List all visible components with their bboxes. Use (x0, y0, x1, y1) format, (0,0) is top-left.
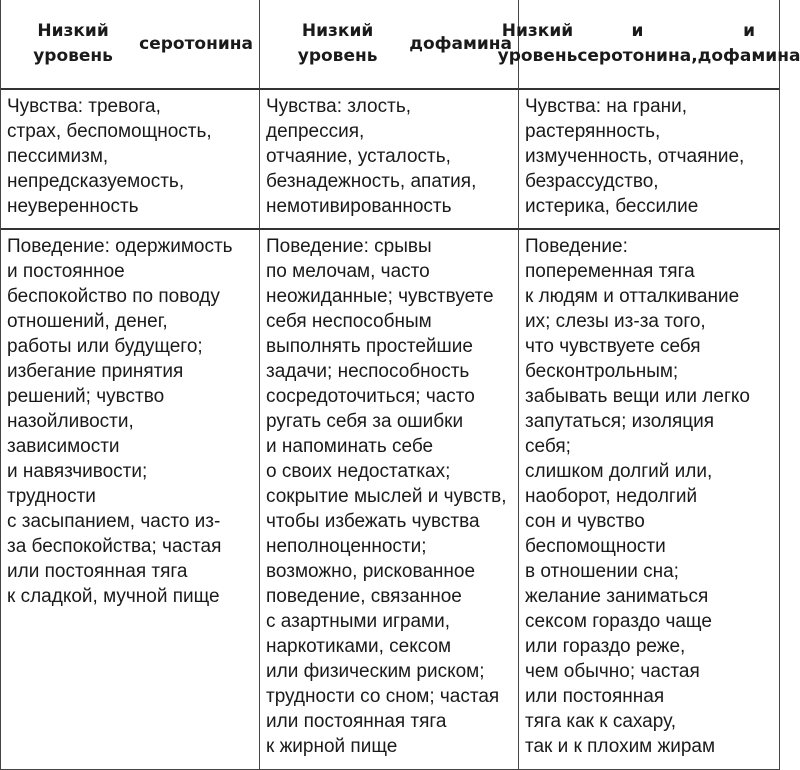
behavior-line: желание заниматься (525, 586, 709, 607)
behavior-line: их; слезы из-за того, (525, 311, 706, 332)
behavior-line: слишком долгий или, (525, 461, 713, 482)
headers-line: Низкий уровень (297, 21, 378, 66)
behavior-both (519, 230, 779, 770)
behavior-line: за беспокойства; частая (7, 536, 222, 557)
feelings-line: Чувства: тревога, (7, 96, 161, 117)
behavior-line: поведение, связанное (266, 586, 462, 607)
behavior-line: или постоянная тяга (7, 561, 188, 582)
feelings-line: немотивированность (266, 196, 452, 217)
feelings-line: Чувства: на грани, (525, 96, 688, 117)
behavior-line: наоборот, недолгий (525, 486, 698, 507)
behavior-serotonin (1, 230, 260, 770)
behavior-line: по мелочам, часто (266, 261, 430, 282)
headers-line: Низкий уровень (497, 21, 578, 66)
behavior-line: сосредоточиться; часто (266, 386, 475, 407)
feelings-line: отчаяние, усталость, (266, 146, 451, 167)
feelings-serotonin (1, 90, 260, 230)
behavior-line: отношений, денег, (7, 311, 168, 332)
behavior-line: решений; чувство (7, 386, 165, 407)
behavior-line: зависимости (7, 436, 120, 457)
behavior-line: ругать себя за ошибки (266, 411, 464, 432)
behavior-line: бесконтрольным; (525, 361, 679, 382)
behavior-line: так и к плохим жирам (525, 736, 716, 757)
behavior-line: Поведение: (525, 236, 628, 257)
behavior-line: к сладкой, мучной пище (7, 586, 220, 607)
behavior-line: работы или будущего; (7, 336, 203, 357)
behavior-line: или постоянная (525, 686, 665, 707)
header-dopamine (260, 0, 519, 90)
header-serotonin (1, 0, 260, 90)
behavior-line: неожиданные; чувствуете (266, 286, 494, 307)
feelings-dopamine (260, 90, 519, 230)
behavior-line: и напоминать себе (266, 436, 434, 457)
behavior-line: сон и чувство (525, 511, 645, 532)
headers-line: серотонина (139, 33, 253, 54)
behavior-line: забывать вещи или легко (525, 386, 750, 407)
feelings-line: растерянность, (525, 121, 661, 142)
behavior-line: в отношении сна; (525, 561, 679, 582)
feelings-both (519, 90, 779, 230)
behavior-line: Поведение: одержимость (7, 236, 233, 257)
behavior-line: попеременная тяга (525, 261, 695, 282)
behavior-line: или гораздо реже, (525, 636, 686, 657)
behavior-dopamine (260, 230, 519, 770)
behavior-line: трудности (7, 486, 96, 507)
behavior-line: назойливости, (7, 411, 134, 432)
behavior-line: к людям и отталкивание (525, 286, 740, 307)
feelings-line: измученность, отчаяние, (525, 146, 745, 167)
feelings-line: Чувства: злость, (266, 96, 411, 117)
behavior-line: сексом гораздо чаще (525, 611, 712, 632)
behavior-line: или физическим риском; (266, 661, 485, 682)
behavior-line: беспокойство по поводу (7, 286, 220, 307)
headers-line: дофамина (409, 33, 512, 54)
behavior-line: выполнять простейшие (266, 336, 473, 357)
behavior-line: к жирной пище (266, 736, 398, 757)
feelings-line: пессимизм, (7, 146, 109, 167)
header-both (497, 0, 800, 90)
headers-line: и серотонина, (577, 21, 698, 66)
behavior-line: наркотиками, сексом (266, 636, 452, 657)
behavior-line: чтобы избежать чувства (266, 511, 480, 532)
behavior-line: Поведение: срывы (266, 236, 432, 257)
behavior-line: неполноценности; (266, 536, 427, 557)
behavior-line: чем обычно; частая (525, 661, 700, 682)
feelings-line: непредсказуемость, (7, 171, 185, 192)
feelings-line: истерика, бессилие (525, 196, 699, 217)
behavior-line: сокрытие мыслей и чувств, (266, 486, 507, 507)
behavior-line: избегание принятия (7, 361, 184, 382)
behavior-line: беспомощности (525, 536, 666, 557)
behavior-line: с засыпанием, часто из- (7, 511, 221, 532)
feelings-line: неуверенность (7, 196, 139, 217)
behavior-line: себя; (525, 436, 571, 457)
behavior-line: с азартными играми, (266, 611, 450, 632)
behavior-line: запутаться; изоляция (525, 411, 715, 432)
headers-line: Низкий уровень (33, 21, 113, 66)
feelings-line: страх, беспомощность, (7, 121, 212, 142)
behavior-line: и постоянное (7, 261, 125, 282)
feelings-line: безнадежность, апатия, (266, 171, 477, 192)
headers-line: и дофамина (697, 21, 800, 66)
behavior-line: или постоянная тяга (266, 711, 447, 732)
behavior-line: трудности со сном; частая (266, 686, 500, 707)
feelings-line: безрассудство, (525, 171, 659, 192)
behavior-line: задачи; неспособность (266, 361, 470, 382)
feelings-line: депрессия, (266, 121, 365, 142)
behavior-line: что чувствуете себя (525, 336, 701, 357)
behavior-line: возможно, рискованное (266, 561, 476, 582)
behavior-line: тяга как к сахару, (525, 711, 676, 732)
behavior-line: и навязчивости; (7, 461, 148, 482)
behavior-line: себя неспособным (266, 311, 432, 332)
behavior-line: о своих недостатках; (266, 461, 451, 482)
